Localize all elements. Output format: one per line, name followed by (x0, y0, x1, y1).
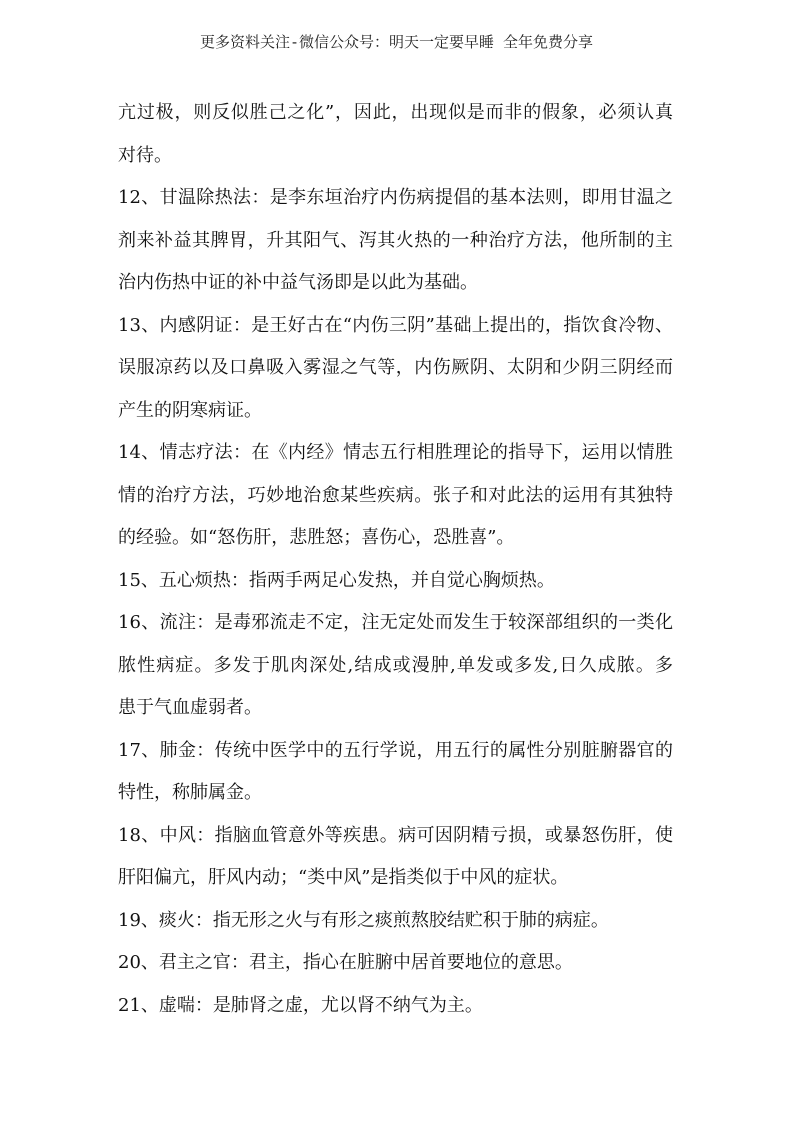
text-line: 的经验。如“怒伤肝，悲胜怒；喜伤心，恐胜喜”。 (118, 527, 515, 548)
text-line: 治内伤热中证的补中益气汤即是以此为基础。 (118, 272, 478, 293)
text-line: 18、中风：指脑血管意外等疾患。病可因阴精亏损，或暴怒伤肝，使 (118, 824, 673, 846)
paragraph (118, 92, 673, 177)
paragraph (118, 730, 673, 815)
paragraph (118, 602, 673, 730)
text-line: 13、内感阴证：是王好古在“内伤三阴”基础上提出的，指饮食冷物、 (118, 314, 673, 336)
body-text (118, 92, 673, 1027)
text-line: 特性，称肺属金。 (118, 782, 262, 803)
text-line: 16、流注：是毒邪流走不定，注无定处而发生于较深部组织的一类化 (118, 612, 673, 633)
paragraph (118, 177, 673, 305)
text-line: 脓性病症。多发于肌肉深处,结成或漫肿,单发或多发,日久成脓。多 (118, 654, 673, 676)
text-line: 剂来补益其脾胃，升其阳气、泻其火热的一种治疗方法，他所制的主 (118, 229, 673, 251)
text-line: 20、君主之官：君主，指心在脏腑中居首要地位的意思。 (118, 952, 573, 973)
paragraph (118, 815, 673, 900)
paragraph (118, 305, 673, 433)
text-line: 对待。 (118, 144, 172, 166)
paragraph (118, 942, 673, 985)
text-line: 情的治疗方法，巧妙地治愈某些疾病。张子和对此法的运用有其独特 (118, 484, 673, 506)
paragraph (118, 985, 673, 1028)
paragraph (118, 900, 673, 943)
text-line: 12、甘温除热法：是李东垣治疗内伤病提倡的基本法则，即用甘温之 (118, 187, 673, 208)
text-line: 亢过极，则反似胜己之化”，因此，出现似是而非的假象，必须认真 (118, 102, 673, 123)
text-line: 19、痰火：指无形之火与有形之痰煎熬胶结贮积于肺的病症。 (118, 909, 609, 931)
text-line: 21、虚喘：是肺肾之虚，尤以肾不纳气为主。 (118, 994, 483, 1016)
page-header: 更多资料关注-微信公众号：明天一定要早睡 全年免费分享 (199, 33, 594, 51)
text-line: 产生的阴寒病证。 (118, 399, 262, 421)
text-line: 肝阳偏亢，肝风内动；“类中风”是指类似于中风的症状。 (118, 867, 569, 888)
text-line: 误服凉药以及口鼻吸入雾湿之气等，内伤厥阴、太阴和少阴三阴经而 (118, 357, 673, 378)
text-line: 患于气血虚弱者。 (118, 697, 262, 718)
paragraph (118, 432, 673, 560)
text-line: 14、情志疗法：在《内经》情志五行相胜理论的指导下，运用以情胜 (118, 442, 673, 463)
text-line: 15、五心烦热：指两手两足心发热，并自觉心胸烦热。 (118, 569, 555, 591)
text-line: 17、肺金：传统中医学中的五行学说，用五行的属性分别脏腑器官的 (118, 739, 673, 761)
paragraph (118, 560, 673, 603)
